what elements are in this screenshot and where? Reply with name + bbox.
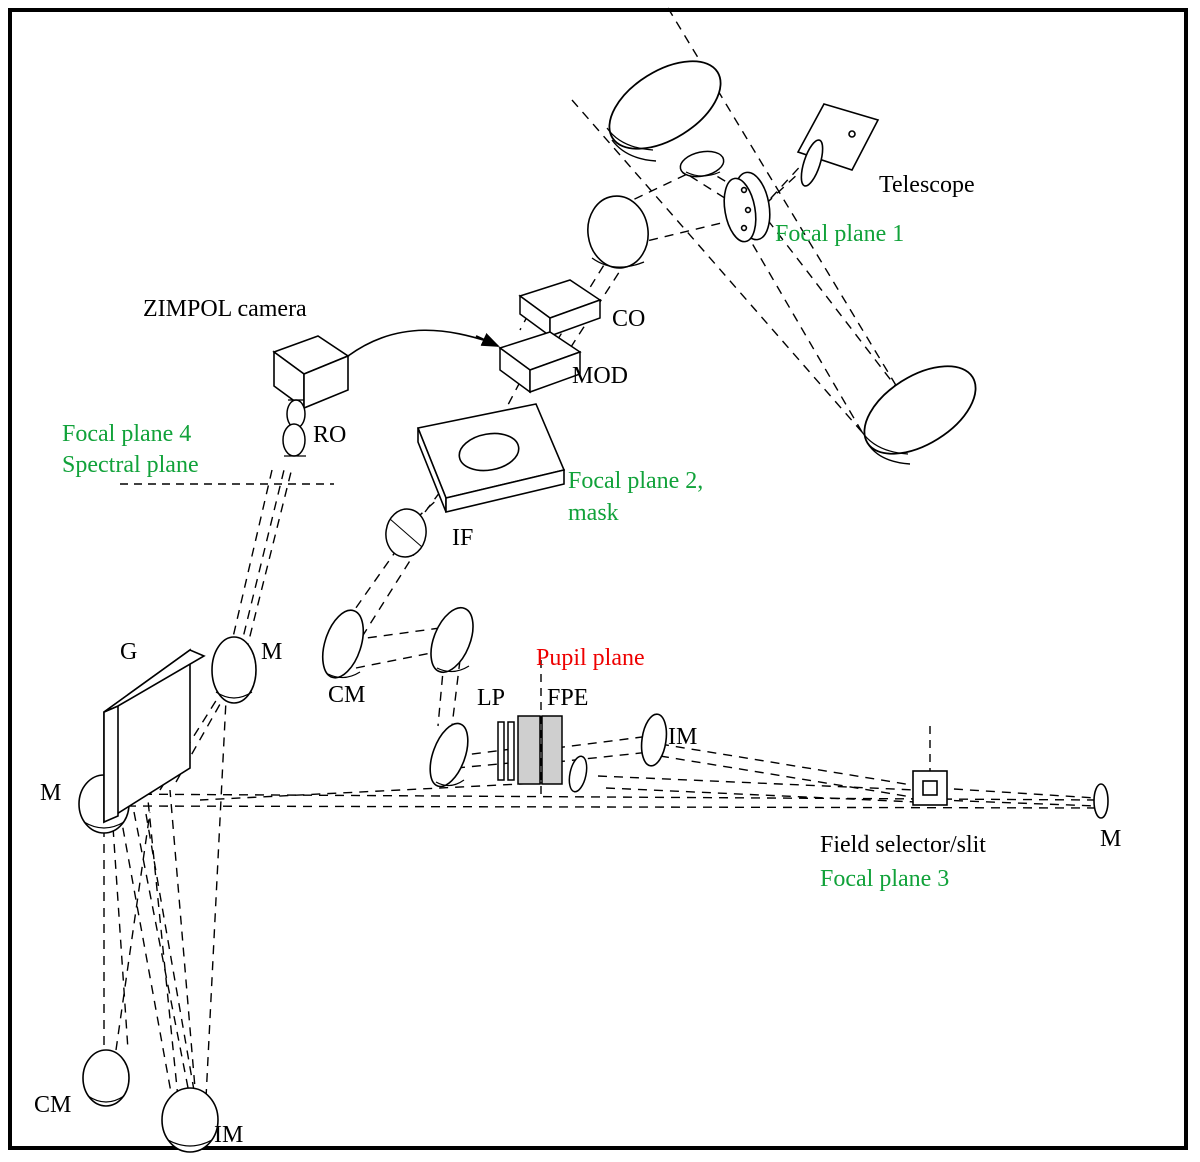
focal-plane-1-wheel [720,170,775,245]
cm-lens-upper [315,605,371,683]
telescope-primary-mirror [849,348,990,471]
label-lp: LP [477,685,506,711]
focal-plane-2-mask [418,404,564,512]
m-mirror-right [1094,784,1108,818]
label-im-bottom: IM [214,1122,244,1148]
telescope-secondary-mirror [594,43,735,166]
lens-before-lp [423,719,476,792]
label-telescope: Telescope [879,172,975,198]
zimpol-camera-body [274,336,348,408]
label-if: IF [452,525,474,551]
label-mod: MOD [572,363,629,389]
mod-component [500,332,580,392]
label-im-right: IM [668,724,698,750]
lp-polarizer [498,722,514,780]
label-co: CO [612,306,646,332]
grating [104,650,204,822]
im-mirror-bottom [162,1088,218,1152]
label-m-right: M [1100,826,1122,852]
if-filter [383,506,429,559]
label-cm-bottom: CM [34,1092,72,1118]
label-m-upper: M [261,639,283,665]
camera-cable-arrow [476,336,498,346]
label-m-left: M [40,780,62,806]
label-focal-plane-4: Focal plane 4 [62,421,192,447]
camera-cable [348,330,490,356]
label-focal-plane-2: Focal plane 2, [568,468,704,494]
optical-elements [79,43,1108,1152]
cm-mirror-bottom [83,1050,129,1106]
label-pupil-plane: Pupil plane [536,645,645,671]
label-focal-plane-2-mask: mask [568,500,619,526]
collimator-lens [583,192,652,272]
label-ro: RO [313,422,347,448]
label-spectral-plane: Spectral plane [62,452,199,478]
label-fpe: FPE [547,685,589,711]
m-mirror-upper [212,637,256,703]
label-field-selector-slit: Field selector/slit [820,832,986,858]
ro-lens-group [283,400,306,456]
field-selector-slit [913,771,947,805]
co-component [520,280,600,336]
im-lens-right [638,713,669,768]
fpe-element [518,716,562,784]
fold-lens-mid [423,602,482,679]
label-focal-plane-1: Focal plane 1 [775,221,905,247]
label-g: G [120,639,138,665]
small-lens-after-fpe [566,755,589,794]
label-focal-plane-3: Focal plane 3 [820,866,950,892]
label-cm-upper: CM [328,682,366,708]
label-zimpol-camera: ZIMPOL camera [143,296,307,322]
